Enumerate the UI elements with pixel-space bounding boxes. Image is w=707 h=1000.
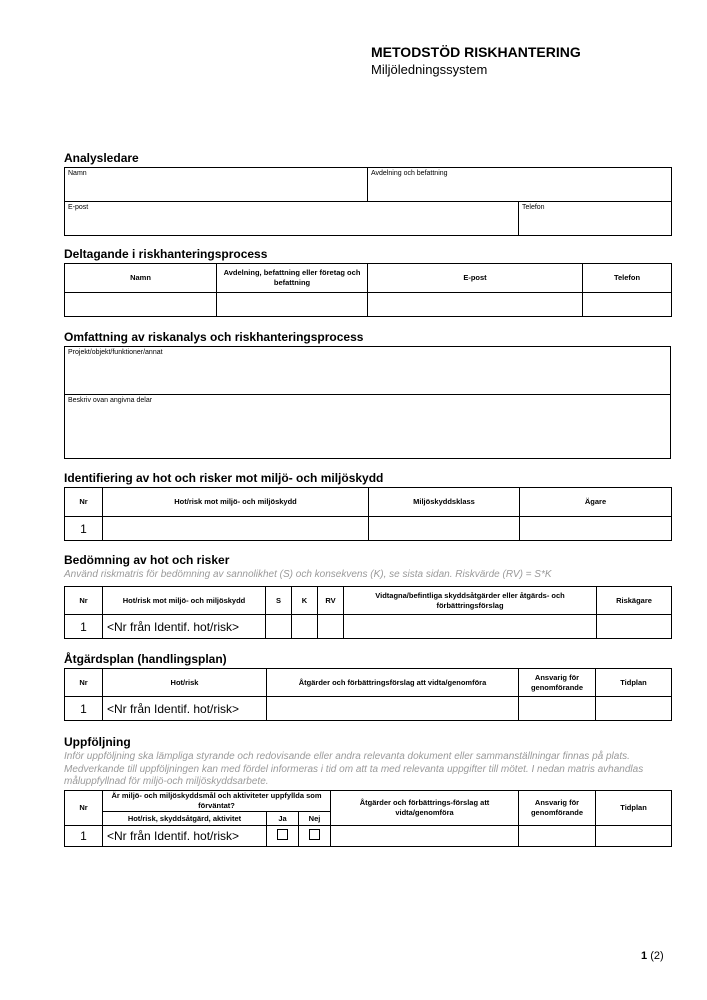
deltagare-epost-cell[interactable] <box>368 293 583 317</box>
col-hot: Hot/risk mot miljö- och miljöskydd <box>103 587 266 615</box>
identifiering-table <box>64 487 672 541</box>
col-nr: Nr <box>65 488 103 517</box>
col-vidtagna: Vidtagna/befintliga skyddsåtgärder eller åtgärds- och förbättringsförslag <box>344 587 597 615</box>
namn-label: Namn <box>68 170 87 177</box>
deltagare-namn-cell[interactable] <box>65 293 217 317</box>
row-hot-placeholder[interactable]: <Nr från Identif. hot/risk> <box>103 697 267 721</box>
section-heading-analysledare: Analysledare <box>64 151 139 165</box>
atgarder-cell[interactable] <box>267 697 519 721</box>
col-nr: Nr <box>65 791 103 826</box>
uppfoljning-note: Inför uppföljning ska lämpliga styrande och redovisande eller andra relevanta dokument eller sammanställningar finnas på plats. Medverkande till uppföljningen kan med fördel informeras i tid om att ta med relevanta uppgifter till mötet. I nedan matris avhandlas måluppfyllnad för miljö-och miljöskyddsarbete. <box>64 751 644 787</box>
avdelning-field[interactable] <box>368 168 672 202</box>
col-nr: Nr <box>65 669 103 697</box>
nej-cell <box>299 826 331 847</box>
analysledare-table <box>64 167 672 236</box>
epost-field[interactable] <box>65 202 519 236</box>
col-mal: Är miljö- och miljöskyddsmål och aktiviteter uppfyllda som förväntat? <box>103 791 331 812</box>
col-tidplan: Tidplan <box>596 669 672 697</box>
k-cell[interactable] <box>292 615 318 639</box>
beskriv-field[interactable] <box>65 395 671 459</box>
ja-checkbox[interactable] <box>277 829 288 840</box>
row-nr: 1 <box>65 697 103 721</box>
projekt-label: Projekt/objekt/funktioner/annat <box>68 349 163 356</box>
ja-cell <box>267 826 299 847</box>
atgarder-cell[interactable] <box>331 826 519 847</box>
col-riskagare: Riskägare <box>597 587 672 615</box>
col-telefon: Telefon <box>583 264 672 293</box>
col-nej: Nej <box>299 812 331 826</box>
document-title: METODSTÖD RISKHANTERING <box>371 44 581 60</box>
col-atgarder: Åtgärder och förbättringsförslag att vidta/genomföra <box>267 669 519 697</box>
col-avdelning: Avdelning, befattning eller företag och befattning <box>217 264 368 293</box>
omfattning-table <box>64 346 671 459</box>
col-epost: E-post <box>368 264 583 293</box>
tidplan-cell[interactable] <box>596 826 672 847</box>
section-heading-identifiering: Identifiering av hot och risker mot miljö- och miljöskydd <box>64 471 384 485</box>
col-rv: RV <box>318 587 344 615</box>
agare-cell[interactable] <box>520 517 672 541</box>
page-current: 1 <box>641 950 648 962</box>
col-namn: Namn <box>65 264 217 293</box>
row-nr: 1 <box>65 615 103 639</box>
ansvarig-cell[interactable] <box>519 826 596 847</box>
riskagare-cell[interactable] <box>597 615 672 639</box>
telefon-field[interactable] <box>519 202 672 236</box>
s-cell[interactable] <box>266 615 292 639</box>
section-heading-deltagande: Deltagande i riskhanteringsprocess <box>64 247 268 261</box>
ansvarig-cell[interactable] <box>519 697 596 721</box>
page-total: (2) <box>650 950 664 962</box>
deltagare-avdelning-cell[interactable] <box>217 293 368 317</box>
vidtagna-cell[interactable] <box>344 615 597 639</box>
col-atgarder: Åtgärder och förbättrings-förslag att vidta/genomföra <box>331 791 519 826</box>
nej-checkbox[interactable] <box>309 829 320 840</box>
col-miljoskyddsklass: Miljöskyddsklass <box>369 488 520 517</box>
document-subtitle: Miljöledningssystem <box>371 62 488 77</box>
namn-field[interactable] <box>65 168 368 202</box>
epost-label: E-post <box>68 204 89 211</box>
col-hot: Hot/risk <box>103 669 267 697</box>
projekt-field[interactable] <box>65 347 671 395</box>
col-k: K <box>292 587 318 615</box>
section-heading-bedomning: Bedömning av hot och risker <box>64 553 230 567</box>
telefon-label: Telefon <box>522 204 545 211</box>
bedomning-table <box>64 586 672 639</box>
deltagande-table <box>64 263 672 317</box>
page-number <box>641 950 664 962</box>
beskriv-label: Beskriv ovan angivna delar <box>68 397 153 404</box>
deltagare-telefon-cell[interactable] <box>583 293 672 317</box>
row-hot-placeholder[interactable]: <Nr från Identif. hot/risk> <box>103 615 266 639</box>
section-heading-uppfoljning: Uppföljning <box>64 735 131 749</box>
col-nr: Nr <box>65 587 103 615</box>
section-heading-atgardsplan: Åtgärdsplan (handlingsplan) <box>64 652 227 666</box>
row-nr: 1 <box>65 517 103 541</box>
col-ansvarig: Ansvarig för genomförande <box>519 669 596 697</box>
tidplan-cell[interactable] <box>596 697 672 721</box>
avdelning-label: Avdelning och befattning <box>371 170 448 177</box>
atgardsplan-table <box>64 668 672 721</box>
col-agare: Ägare <box>520 488 672 517</box>
bedomning-note: Använd riskmatris för bedömning av sannolikhet (S) och konsekvens (K), se sista sidan. Riskvärde (RV) = S*K <box>64 569 552 580</box>
row-hot-placeholder[interactable]: <Nr från Identif. hot/risk> <box>103 826 267 847</box>
rv-cell[interactable] <box>318 615 344 639</box>
hot-cell[interactable] <box>103 517 369 541</box>
col-tidplan: Tidplan <box>596 791 672 826</box>
row-nr: 1 <box>65 826 103 847</box>
col-ja: Ja <box>267 812 299 826</box>
col-s: S <box>266 587 292 615</box>
col-hot: Hot/risk mot miljö- och miljöskydd <box>103 488 369 517</box>
section-heading-omfattning: Omfattning av riskanalys och riskhanteringsprocess <box>64 330 364 344</box>
uppfoljning-table <box>64 790 672 847</box>
col-ansvarig: Ansvarig för genomförande <box>519 791 596 826</box>
klass-cell[interactable] <box>369 517 520 541</box>
col-hot: Hot/risk, skyddsåtgärd, aktivitet <box>103 812 267 826</box>
